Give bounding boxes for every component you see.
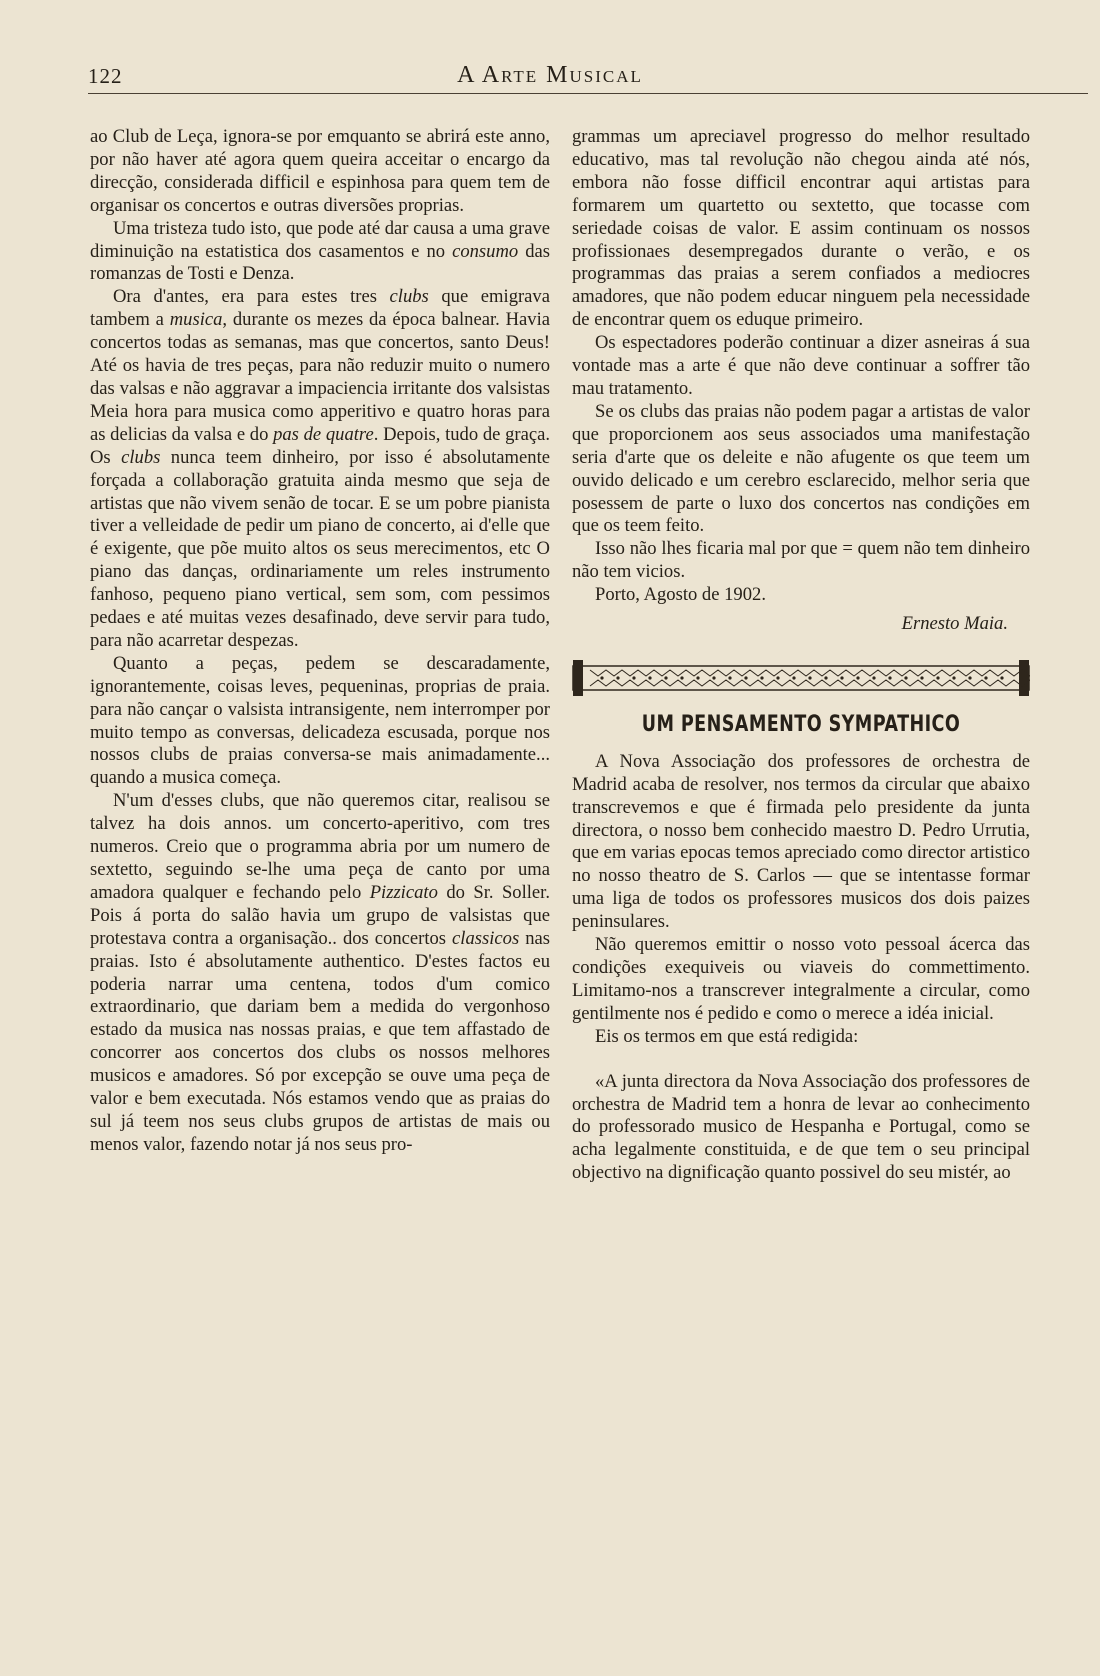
right-column (572, 126, 1030, 1185)
paragraph: Não queremos emittir o nosso voto pessoal ácerca das condições exequiveis ou viaveis do commettimento. Limitamo-nos a transcrever integralmente a circular, como gentilmente nos é pedido e como o merece a idéa inicial. (572, 934, 1030, 1024)
paragraph: N'um d'esses clubs, que não queremos citar, realisou se talvez ha dois annos. um concerto-aperitivo, com tres numeros. Creio que o programma abria por um numero de sextetto, seguindo se-lhe uma peça de canto por uma amadora qualquer e fechando pelo Pizzicato do Sr. Soller. Pois á porta do salão havia um grupo de valsistas que protestava contra a organisação.. dos concertos classicos nas praias. Isto é absolutamente authentico. D'estes factos eu poderia narrar uma centena, todos d'um comico extraordinario, que dariam bem a medida do vergonhoso estado da musica nas nossas praias, e que tem affastado de concorrer aos concertos dos clubs os nossos melhores musicos e amadores. Só por excepção se ouve uma peça de valor e bem executada. Nós estamos vendo que as praias do sul já teem nos seus clubs grupos de artistas de mais ou menos valor, fazendo notar já nos seus pro- (90, 790, 550, 1155)
paragraph: ao Club de Leça, ignora-se por emquanto se abrirá este anno, por não haver até agora quem queira acceitar o encargo da direcção, considerada difficil e espinhosa para quem tem de organisar os concertos e outras diversões proprias. (90, 126, 550, 216)
paragraph: Quanto a peças, pedem se descaradamente, ignorantemente, coisas leves, pequeninas, proprias de praia. para não cançar o valsista intransigente, nem interromper por muito tempo as conversas, delicadeza escusada, porque nos nossos clubs de praias conversa-se mais animadamente... quando a musica começa. (90, 652, 550, 789)
paragraph: Se os clubs das praias não podem pagar a artistas de valor que proporcionem aos seus associados uma manifestação seria d'arte que os deleite e não afugente os que teem um ouvido delicado e um cerebro esclarecido, melhor seria que posessem de parte o luxo dos concertos nas condições em que os teem feito. (572, 400, 1030, 537)
paragraph: Ora d'antes, era para estes tres clubs que emigrava tambem a musica, durante os mezes da época balnear. Havia concertos todas as semanas, mas que concertos, santo Deus! Até os havia de tres peças, para não reduzir muito o numero das valsas e não aggravar a impaciencia irritante dos valsistas Meia hora para musica como apperitivo e quatro horas para as delicias da valsa e do pas de quatre. Depois, tudo de graça. Os clubs nunca teem dinheiro, por isso é absolutamente forçada a collaboração gratuita ainda mesmo que seja de artistas que não vivem senão de tocar. E se um pobre pianista tiver a velleidade de pedir um piano de concerto, ai d'elle que é exigente, que põe muito altos os seus merecimentos, etc O piano das danças, ordinariamente um reles instrumento fanhoso, pequeno piano vertical, sem som, com pessimos pedaes e até muitas vezes desafinado, deve servir para tudo, para não acarretar despezas. (90, 286, 550, 651)
page-number: 122 (88, 64, 123, 88)
header-rule (88, 93, 1088, 94)
paragraph: «A junta directora da Nova Associação dos professores de orchestra de Madrid tem a honra de levar ao conhecimento do professorado musico de Hespanha e Portugal, como se acha legalmente constituida, e de que tem o seu principal objectivo na dignificação quanto possivel do seu mistér, ao (572, 1070, 1030, 1184)
paragraph: Eis os termos em que está redigida: (595, 1025, 859, 1047)
paragraph: Os espectadores poderão continuar a dizer asneiras á sua vontade mas a arte é que não deve continuar a soffrer tão mau tratamento. (572, 332, 1030, 399)
paragraph: Isso não lhes ficaria mal por que = quem não tem dinheiro não tem vicios. (572, 538, 1030, 583)
paragraph: Uma tristeza tudo isto, que pode até dar causa a uma grave diminuição na estatistica dos casamentos e no consumo das romanzas de Tosti e Denza. (90, 217, 550, 285)
spacer (572, 1049, 1030, 1071)
author-signature: Ernesto Maia. (901, 613, 1008, 635)
left-column (90, 126, 550, 1157)
dateline: Porto, Agosto de 1902. (595, 584, 766, 606)
paragraph: A Nova Associação dos professores de orchestra de Madrid acaba de resolver, nos termos da circular que abaixo transcrevemos e que é firmada pelo presidente da junta directora, o nosso bem conhecido maestro D. Pedro Urrutia, que em varias epocas temos apreciado como director artistico no nosso theatro de S. Carlos — que se intentasse formar uma liga de todos os professores musicos dos dois paizes peninsulares. (572, 750, 1030, 933)
ornamental-divider (572, 658, 1030, 698)
paragraph: grammas um apreciavel progresso do melhor resultado educativo, mas tal revolução não chegou ainda até nós, embora não fosse difficil encontrar aqui artistas para formarem um quartetto ou sextetto, que tocasse com seriedade coisas de valor. E assim continuam os nossos profissionaes desempregados durante o verão, e os programmas das praias a serem confiados a mediocres amadores, que não podem educar ninguem pela necessidade de encontrar quem os eduque primeiro. (572, 126, 1030, 331)
running-title: A Arte Musical (457, 62, 643, 88)
section-title: UM PENSAMENTO SYMPATHICO (641, 711, 961, 737)
